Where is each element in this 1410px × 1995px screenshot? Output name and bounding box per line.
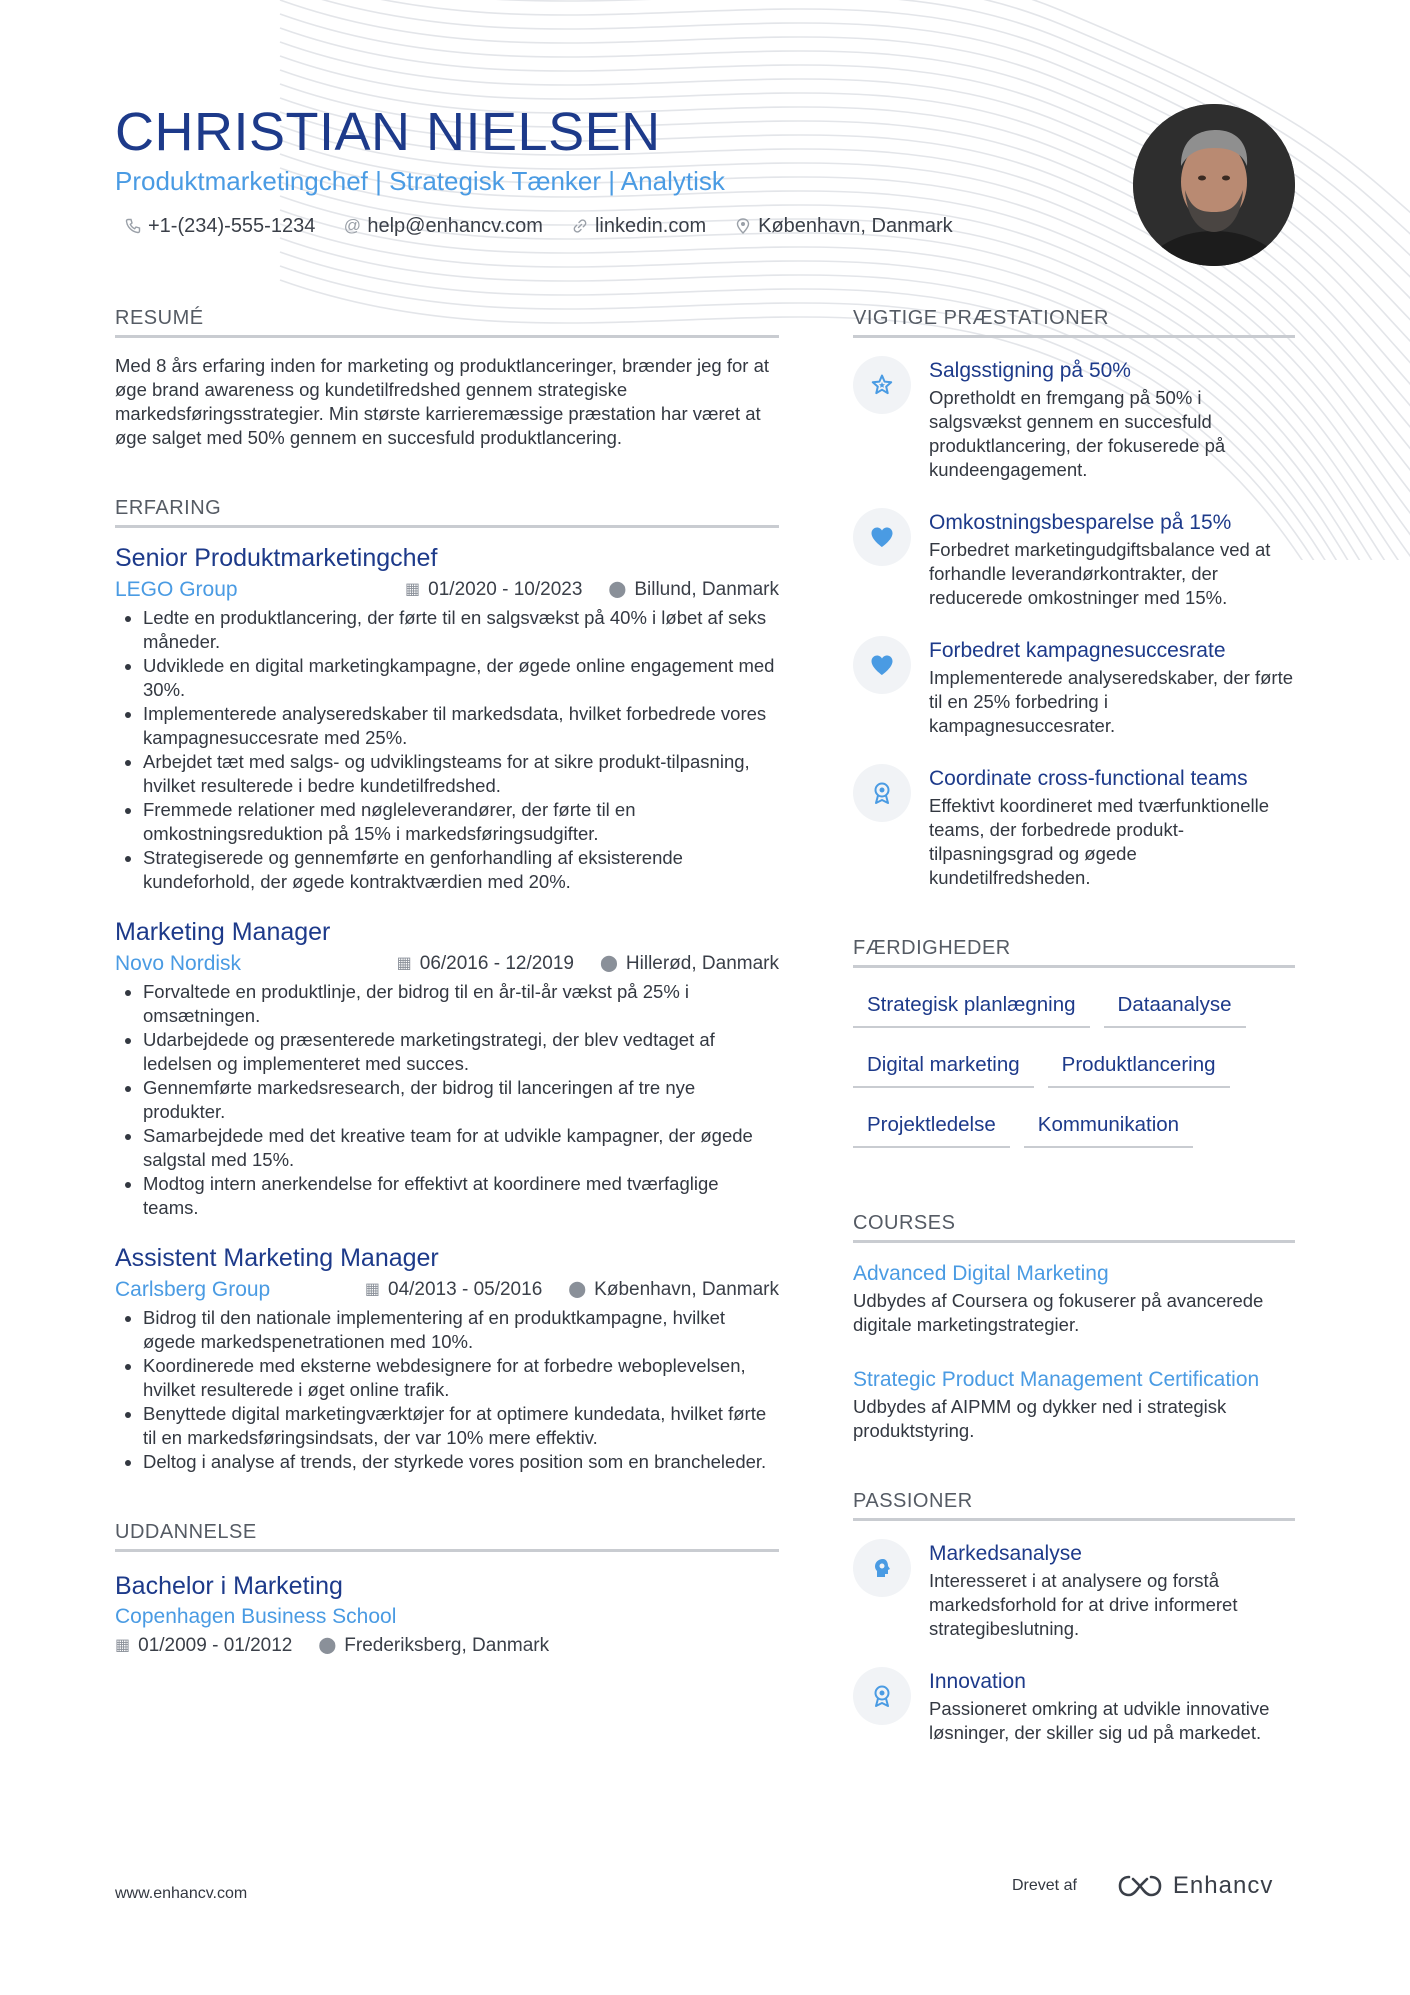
- star-icon: [853, 356, 911, 414]
- summary-heading: RESUMÉ: [115, 305, 779, 338]
- job-bullet: • Samarbejdede med det kreative team for at udvikle kampagner, der øgede salgstal med 15%.: [143, 1124, 779, 1172]
- skill-tag: Kommunikation: [1024, 1108, 1193, 1148]
- skill-tag: Dataanalyse: [1104, 988, 1246, 1028]
- candidate-name: CHRISTIAN NIELSEN: [115, 102, 661, 162]
- course-item: [853, 1365, 1295, 1443]
- skills-section: [853, 935, 1295, 1148]
- achievement-title: Omkostningsbesparelse på 15%: [929, 511, 1232, 534]
- email-text: help@enhancv.com: [367, 215, 543, 237]
- education-section: [115, 1519, 779, 1660]
- enhancv-logo-icon: [1117, 1873, 1163, 1899]
- phone-text: +1-(234)-555-1234: [148, 215, 316, 237]
- job-title: Marketing Manager: [115, 918, 331, 946]
- course-desc: Udbydes af Coursera og fokuserer på avancerede digitale marketingstrategier.: [853, 1290, 1264, 1335]
- passion-title: Innovation: [929, 1670, 1026, 1693]
- powered-by-label: Drevet af: [1012, 1877, 1077, 1894]
- achievement-item: [853, 356, 1295, 482]
- phone-icon: [124, 218, 142, 234]
- job-bullet: • Modtog intern anerkendelse for effektivt at koordinere med tværfaglige teams.: [143, 1172, 779, 1220]
- job-title: Senior Produktmarketingchef: [115, 544, 438, 572]
- contact-email[interactable]: [343, 212, 543, 240]
- achievement-desc: Opretholdt en fremgang på 50% i salgsvækst gennem en succesfuld produktlancering, der fokuserede på kundeengagement.: [929, 387, 1226, 480]
- job-title: Assistent Marketing Manager: [115, 1244, 439, 1272]
- job-entry: [115, 1242, 779, 1474]
- achievements-section: [853, 305, 1295, 890]
- skills-heading: FÆRDIGHEDER: [853, 935, 1295, 968]
- job-bullet: • Udviklede en digital marketingkampagne, der øgede online engagement med 30%.: [143, 654, 779, 702]
- right-column: [853, 305, 1295, 1745]
- achievement-title: Coordinate cross-functional teams: [929, 767, 1248, 790]
- link-icon: [571, 218, 589, 234]
- job-entry: [115, 542, 779, 894]
- education-dates: ▦ 01/2009 - 01/2012: [115, 1632, 292, 1660]
- job-bullets: [115, 1306, 779, 1474]
- calendar-icon: ▦: [396, 955, 412, 972]
- job-dates: ▦ 04/2013 - 05/2016: [365, 1276, 542, 1304]
- heart-icon: [853, 636, 911, 694]
- location-pin-icon: [734, 218, 752, 234]
- candidate-subtitle: Produktmarketingchef | Strategisk Tænker | Analytisk: [115, 166, 725, 196]
- course-title: Advanced Digital Marketing: [853, 1262, 1109, 1285]
- course-item: [853, 1259, 1295, 1337]
- job-bullet: • Benyttede digital marketingværktøjer for at optimere kundedata, hvilket førte til en markedsføringsindsats, der var 10% mere effektiv.: [143, 1402, 779, 1450]
- education-degree: Bachelor i Marketing: [115, 1572, 343, 1600]
- job-company: LEGO Group: [115, 578, 238, 601]
- location-text: København, Danmark: [758, 215, 953, 237]
- job-location: ⬤ Billund, Danmark: [608, 576, 779, 604]
- job-meta: [115, 1276, 779, 1304]
- achievement-item: [853, 508, 1295, 610]
- skill-tag: Projektledelse: [853, 1108, 1010, 1148]
- job-bullet: • Implementerede analyseredskaber til markedsdata, hvilket forbedrede vores kampagnesuccesrate med 25%.: [143, 702, 779, 750]
- job-bullet: • Bidrog til den nationale implementering af en produktkampagne, hvilket øgede markedspenetrationen med 10%.: [143, 1306, 779, 1354]
- job-dates: ▦ 01/2020 - 10/2023: [405, 576, 582, 604]
- summary-text: Med 8 års erfaring inden for marketing og produktlanceringer, brænder jeg for at øge brand awareness og kundetilfredshed gennem strategiske markedsføringsstrategier. Min største karrieremæssige præstation har været at øge salget med 50% gennem en succesfuld produktlancering.: [115, 355, 770, 448]
- achievement-desc: Forbedret marketingudgiftsbalance ved at forhandle leverandørkontrakter, der reducerede omkostninger med 15%.: [929, 539, 1271, 608]
- heart-icon: [853, 508, 911, 566]
- achievement-desc: Effektivt koordineret med tværfunktionelle teams, der forbedrede produkt-tilpasningsgrad og øgede kundetilfredsheden.: [929, 795, 1270, 888]
- achievement-title: Forbedret kampagnesuccesrate: [929, 639, 1226, 662]
- footer-website[interactable]: www.enhancv.com: [115, 1885, 248, 1902]
- passion-title: Markedsanalyse: [929, 1542, 1082, 1565]
- skill-tag: Strategisk planlægning: [853, 988, 1090, 1028]
- education-meta: [115, 1632, 779, 1660]
- job-bullets: [115, 606, 779, 894]
- education-heading: UDDANNELSE: [115, 1519, 779, 1552]
- award-icon: [853, 764, 911, 822]
- calendar-icon: ▦: [405, 581, 421, 598]
- passions-section: [853, 1488, 1295, 1745]
- job-bullet: • Strategiserede og gennemførte en genforhandling af eksisterende kundeforhold, der øgede kontraktværdien med 20%.: [143, 846, 779, 894]
- at-icon: @: [343, 216, 361, 235]
- job-bullet: • Arbejdet tæt med salgs- og udviklingsteams for at sikre produkt-tilpasning, hvilket resulterede i bedre kundetilfredshed.: [143, 750, 779, 798]
- contact-phone[interactable]: [124, 212, 315, 240]
- achievement-title: Salgsstigning på 50%: [929, 359, 1131, 382]
- contact-location: [734, 212, 953, 240]
- course-desc: Udbydes af AIPMM og dykker ned i strategisk produktstyring.: [853, 1396, 1227, 1441]
- courses-section: [853, 1210, 1295, 1443]
- passion-item: [853, 1539, 1295, 1641]
- achievements-heading: VIGTIGE PRÆSTATIONER: [853, 305, 1295, 338]
- job-bullet: • Forvaltede en produktlinje, der bidrog til en år-til-år vækst på 25% i omsætningen.: [143, 980, 779, 1028]
- contact-bar: [124, 212, 953, 240]
- skill-tag: Produktlancering: [1048, 1048, 1230, 1088]
- profile-photo: [1133, 104, 1295, 266]
- brand-name: Enhancv: [1172, 1872, 1274, 1899]
- job-company: Carlsberg Group: [115, 1278, 271, 1301]
- job-bullet: • Udarbejdede og præsenterede marketingstrategi, der blev vedtaget af ledelsen og implementeret med succes.: [143, 1028, 779, 1076]
- brain-icon: [853, 1539, 911, 1597]
- job-bullet: • Ledte en produktlancering, der førte til en salgsvækst på 40% i løbet af seks måneder.: [143, 606, 779, 654]
- job-dates: ▦ 06/2016 - 12/2019: [397, 950, 574, 978]
- education-school: Copenhagen Business School: [115, 1605, 397, 1628]
- job-meta: [115, 576, 779, 604]
- location-pin-icon: ⬤: [318, 1637, 337, 1654]
- linkedin-text: linkedin.com: [594, 215, 707, 237]
- passion-item: [853, 1667, 1295, 1745]
- passions-heading: PASSIONER: [853, 1488, 1295, 1521]
- job-meta: [115, 950, 779, 978]
- achievement-desc: Implementerede analyseredskaber, der førte til en 25% forbedring i kampagnesuccesrater.: [929, 667, 1294, 736]
- location-pin-icon: ⬤: [600, 955, 618, 972]
- achievement-item: [853, 636, 1295, 738]
- job-entry: [115, 916, 779, 1220]
- experience-section: [115, 495, 779, 1474]
- job-bullet: • Fremmede relationer med nøgleleverandører, der førte til en omkostningsreduktion på 15% i markedsføringsudgifter.: [143, 798, 779, 846]
- experience-heading: ERFARING: [115, 495, 779, 528]
- passion-desc: Interesseret i at analysere og forstå markedsforhold for at drive informeret strategibeslutning.: [929, 1570, 1238, 1639]
- award-icon: [853, 1667, 911, 1725]
- achievement-item: [853, 764, 1295, 890]
- contact-linkedin[interactable]: [571, 212, 706, 240]
- job-bullets: [115, 980, 779, 1220]
- location-pin-icon: ⬤: [568, 1281, 587, 1298]
- footer-branding: [1012, 1872, 1273, 1900]
- job-bullet: • Koordinerede med eksterne webdesignere for at forbedre weboplevelsen, hvilket resulterede i øget online trafik.: [143, 1354, 779, 1402]
- courses-heading: COURSES: [853, 1210, 1295, 1243]
- summary-section: [115, 305, 779, 450]
- job-bullet: • Gennemførte markedsresearch, der bidrog til lanceringen af tre nye produkter.: [143, 1076, 779, 1124]
- education-location: ⬤ Frederiksberg, Danmark: [318, 1632, 549, 1660]
- calendar-icon: ▦: [364, 1281, 381, 1298]
- calendar-icon: ▦: [115, 1637, 131, 1654]
- location-pin-icon: ⬤: [608, 581, 627, 598]
- left-column: [115, 305, 779, 1660]
- job-location: ⬤ Hillerød, Danmark: [600, 950, 779, 978]
- skill-tag: Digital marketing: [853, 1048, 1034, 1088]
- skills-list: [853, 988, 1295, 1148]
- job-company: Novo Nordisk: [115, 952, 242, 975]
- passion-desc: Passioneret omkring at udvikle innovative løsninger, der skiller sig ud på markedet.: [929, 1698, 1270, 1743]
- job-bullet: • Deltog i analyse af trends, der styrkede vores position som en brancheleder.: [143, 1450, 779, 1474]
- brand-logo[interactable]: [1117, 1872, 1273, 1900]
- course-title: Strategic Product Management Certification: [853, 1368, 1260, 1391]
- job-location: ⬤ København, Danmark: [568, 1276, 779, 1304]
